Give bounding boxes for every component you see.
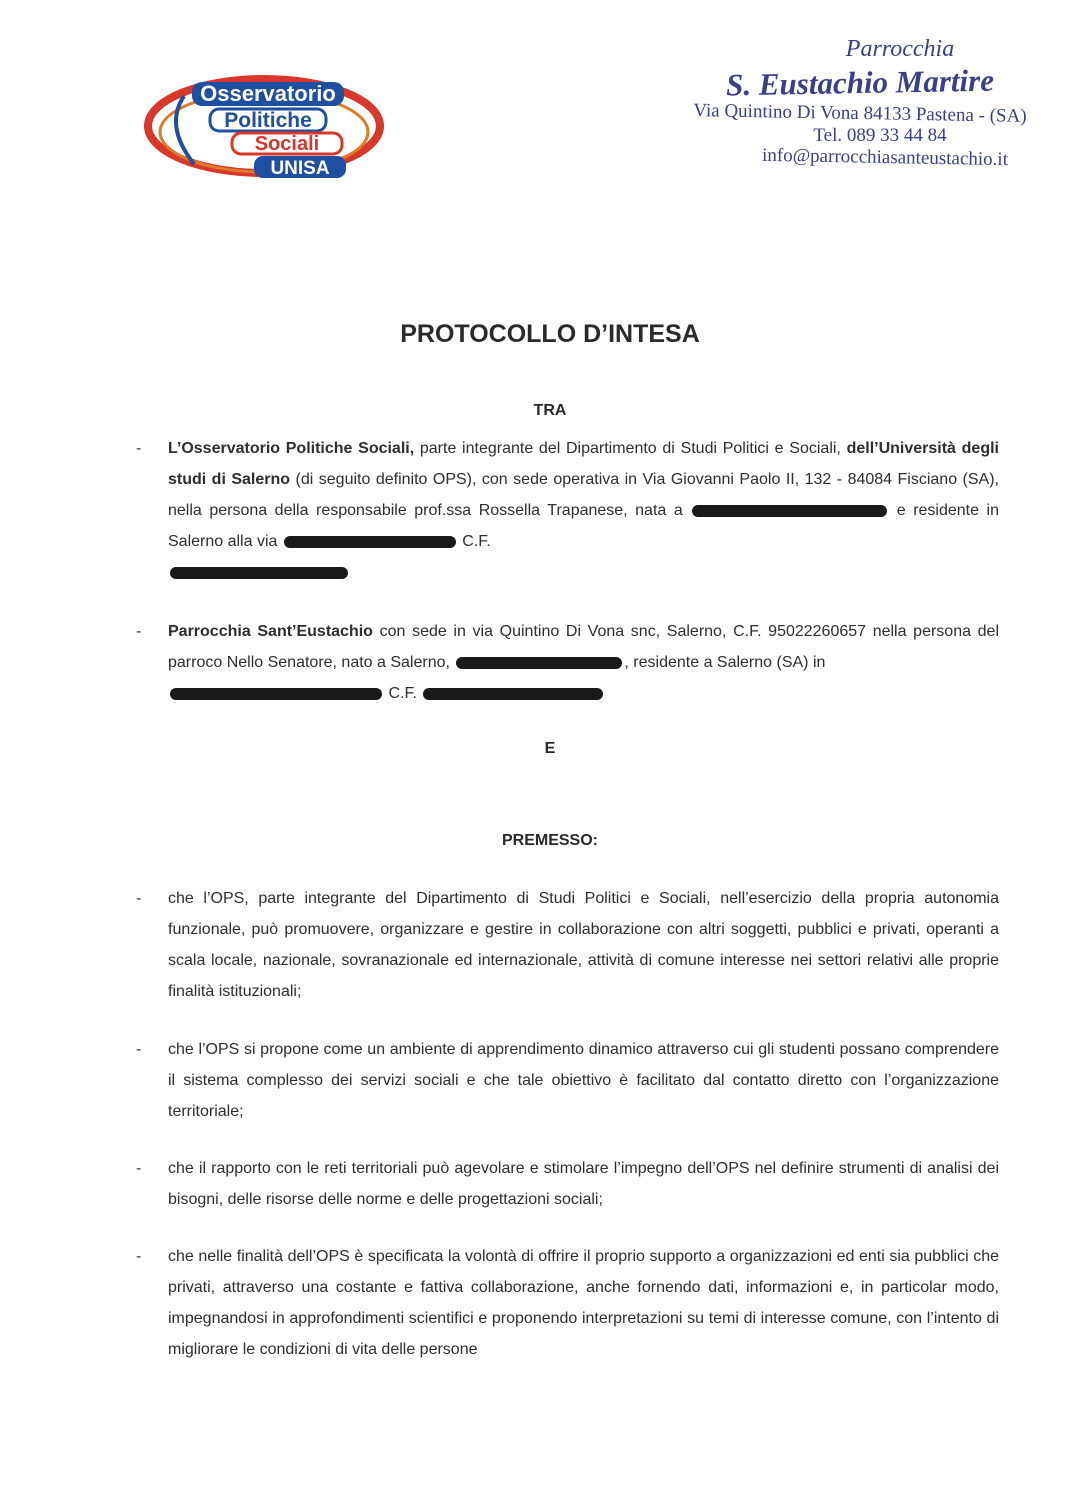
osservatorio-logo: [144, 74, 388, 186]
redaction: [456, 657, 622, 669]
party-ops-text: [168, 433, 999, 588]
logo-line2: Politiche: [224, 109, 312, 132]
between-heading: TRA: [533, 402, 567, 419]
list-dash: -: [136, 1160, 142, 1177]
stamp-line2: S. Eustachio Martire: [725, 62, 995, 103]
list-dash: -: [136, 440, 142, 457]
logo-line1: Osservatorio: [200, 81, 336, 106]
party-parish-text-1: con sede in via Quintino Di Vona snc, Salerno, C.F. 95022260657 nella persona del parroco Nello Senatore, nato a Salerno,: [168, 623, 1000, 671]
redaction: [423, 688, 603, 700]
party-ops-text-4: C.F.: [457, 533, 491, 550]
stamp-line5: info@parrocchiasanteustachio.it: [761, 144, 1009, 171]
redaction: [170, 567, 348, 579]
premises-heading: PREMESSO:: [501, 832, 598, 849]
party-ops-text-1: parte integrante del Dipartimento di Studi Politici e Sociali,: [414, 440, 847, 457]
redaction: [170, 688, 382, 700]
logo-line3: Sociali: [254, 133, 320, 155]
party-ops-text-3: e residente in Salerno alla via: [168, 502, 999, 550]
party-parish-text-2: , residente a Salerno (SA) in: [624, 654, 826, 671]
logo-line4: UNISA: [270, 158, 330, 179]
party-ops-name: L’Osservatorio Politiche Sociali,: [168, 440, 415, 457]
party-parish-text: [168, 616, 999, 709]
stamp-line3: Via Quintino Di Vona 84133 Pastena - (SA): [693, 100, 1027, 127]
list-dash: -: [136, 1041, 142, 1058]
document-title: PROTOCOLLO D’INTESA: [400, 320, 700, 348]
university-name: dell’Università degli studi di Salerno: [168, 440, 999, 488]
party-parish-name: Parrocchia Sant’Eustachio: [168, 623, 373, 640]
redaction: [692, 505, 887, 517]
premise-text: che l’OPS, parte integrante del Dipartimento di Studi Politici e Sociali, nell’esercizio della propria autonomia funzionale, può promuovere, organizzare e gestire in collaborazione con altri soggetti, pubblici e privati, operanti a scala locale, nazionale, sovranazionale ed internazionale, attività di comune interesse nei settori relativi alle proprie finalità istituzionali;: [168, 890, 999, 1000]
premise-text: che l’OPS si propone come un ambiente di apprendimento dinamico attraverso cui gli studenti possano comprendere il sistema complesso dei servizi sociali e che tale obiettivo è facilitato dal contatto diretto con l’organizzazione territoriale;: [168, 1041, 999, 1120]
party-parish-text-3: C.F.: [384, 685, 422, 702]
premise-text: che nelle finalità dell’OPS è specificata la volontà di offrire il proprio supporto a organizzazioni ed enti sia pubblici che privati, attraverso una costante e fattiva collaborazione, anche fornendo dati, informazioni e, in particolar modo, impegnandosi in approfondimenti scientifici e proponendo interpretazioni su temi di interesse comune, con l’intento di migliorare le condizioni di vita delle persone: [168, 1248, 999, 1358]
party-ops-text-2: (di seguito definito OPS), con sede operativa in Via Giovanni Paolo II, 132 - 84084 Fisciano (SA), nella persona della responsabile prof.ssa Rossella Trapanese, nata a: [168, 471, 1000, 519]
list-dash: -: [136, 623, 142, 640]
and-heading: E: [544, 740, 556, 757]
stamp-line1: Parrocchia: [845, 36, 955, 62]
list-dash: -: [136, 890, 142, 907]
stamp-line4: Tel. 089 33 44 84: [813, 125, 947, 146]
premise-text: che il rapporto con le reti territoriali può agevolare e stimolare l’impegno dell’OPS nel definire strumenti di analisi dei bisogni, delle risorse delle norme e delle progettazioni sociali;: [168, 1160, 999, 1208]
list-dash: -: [136, 1248, 142, 1265]
redaction: [284, 536, 456, 548]
parish-stamp: [680, 36, 1040, 169]
